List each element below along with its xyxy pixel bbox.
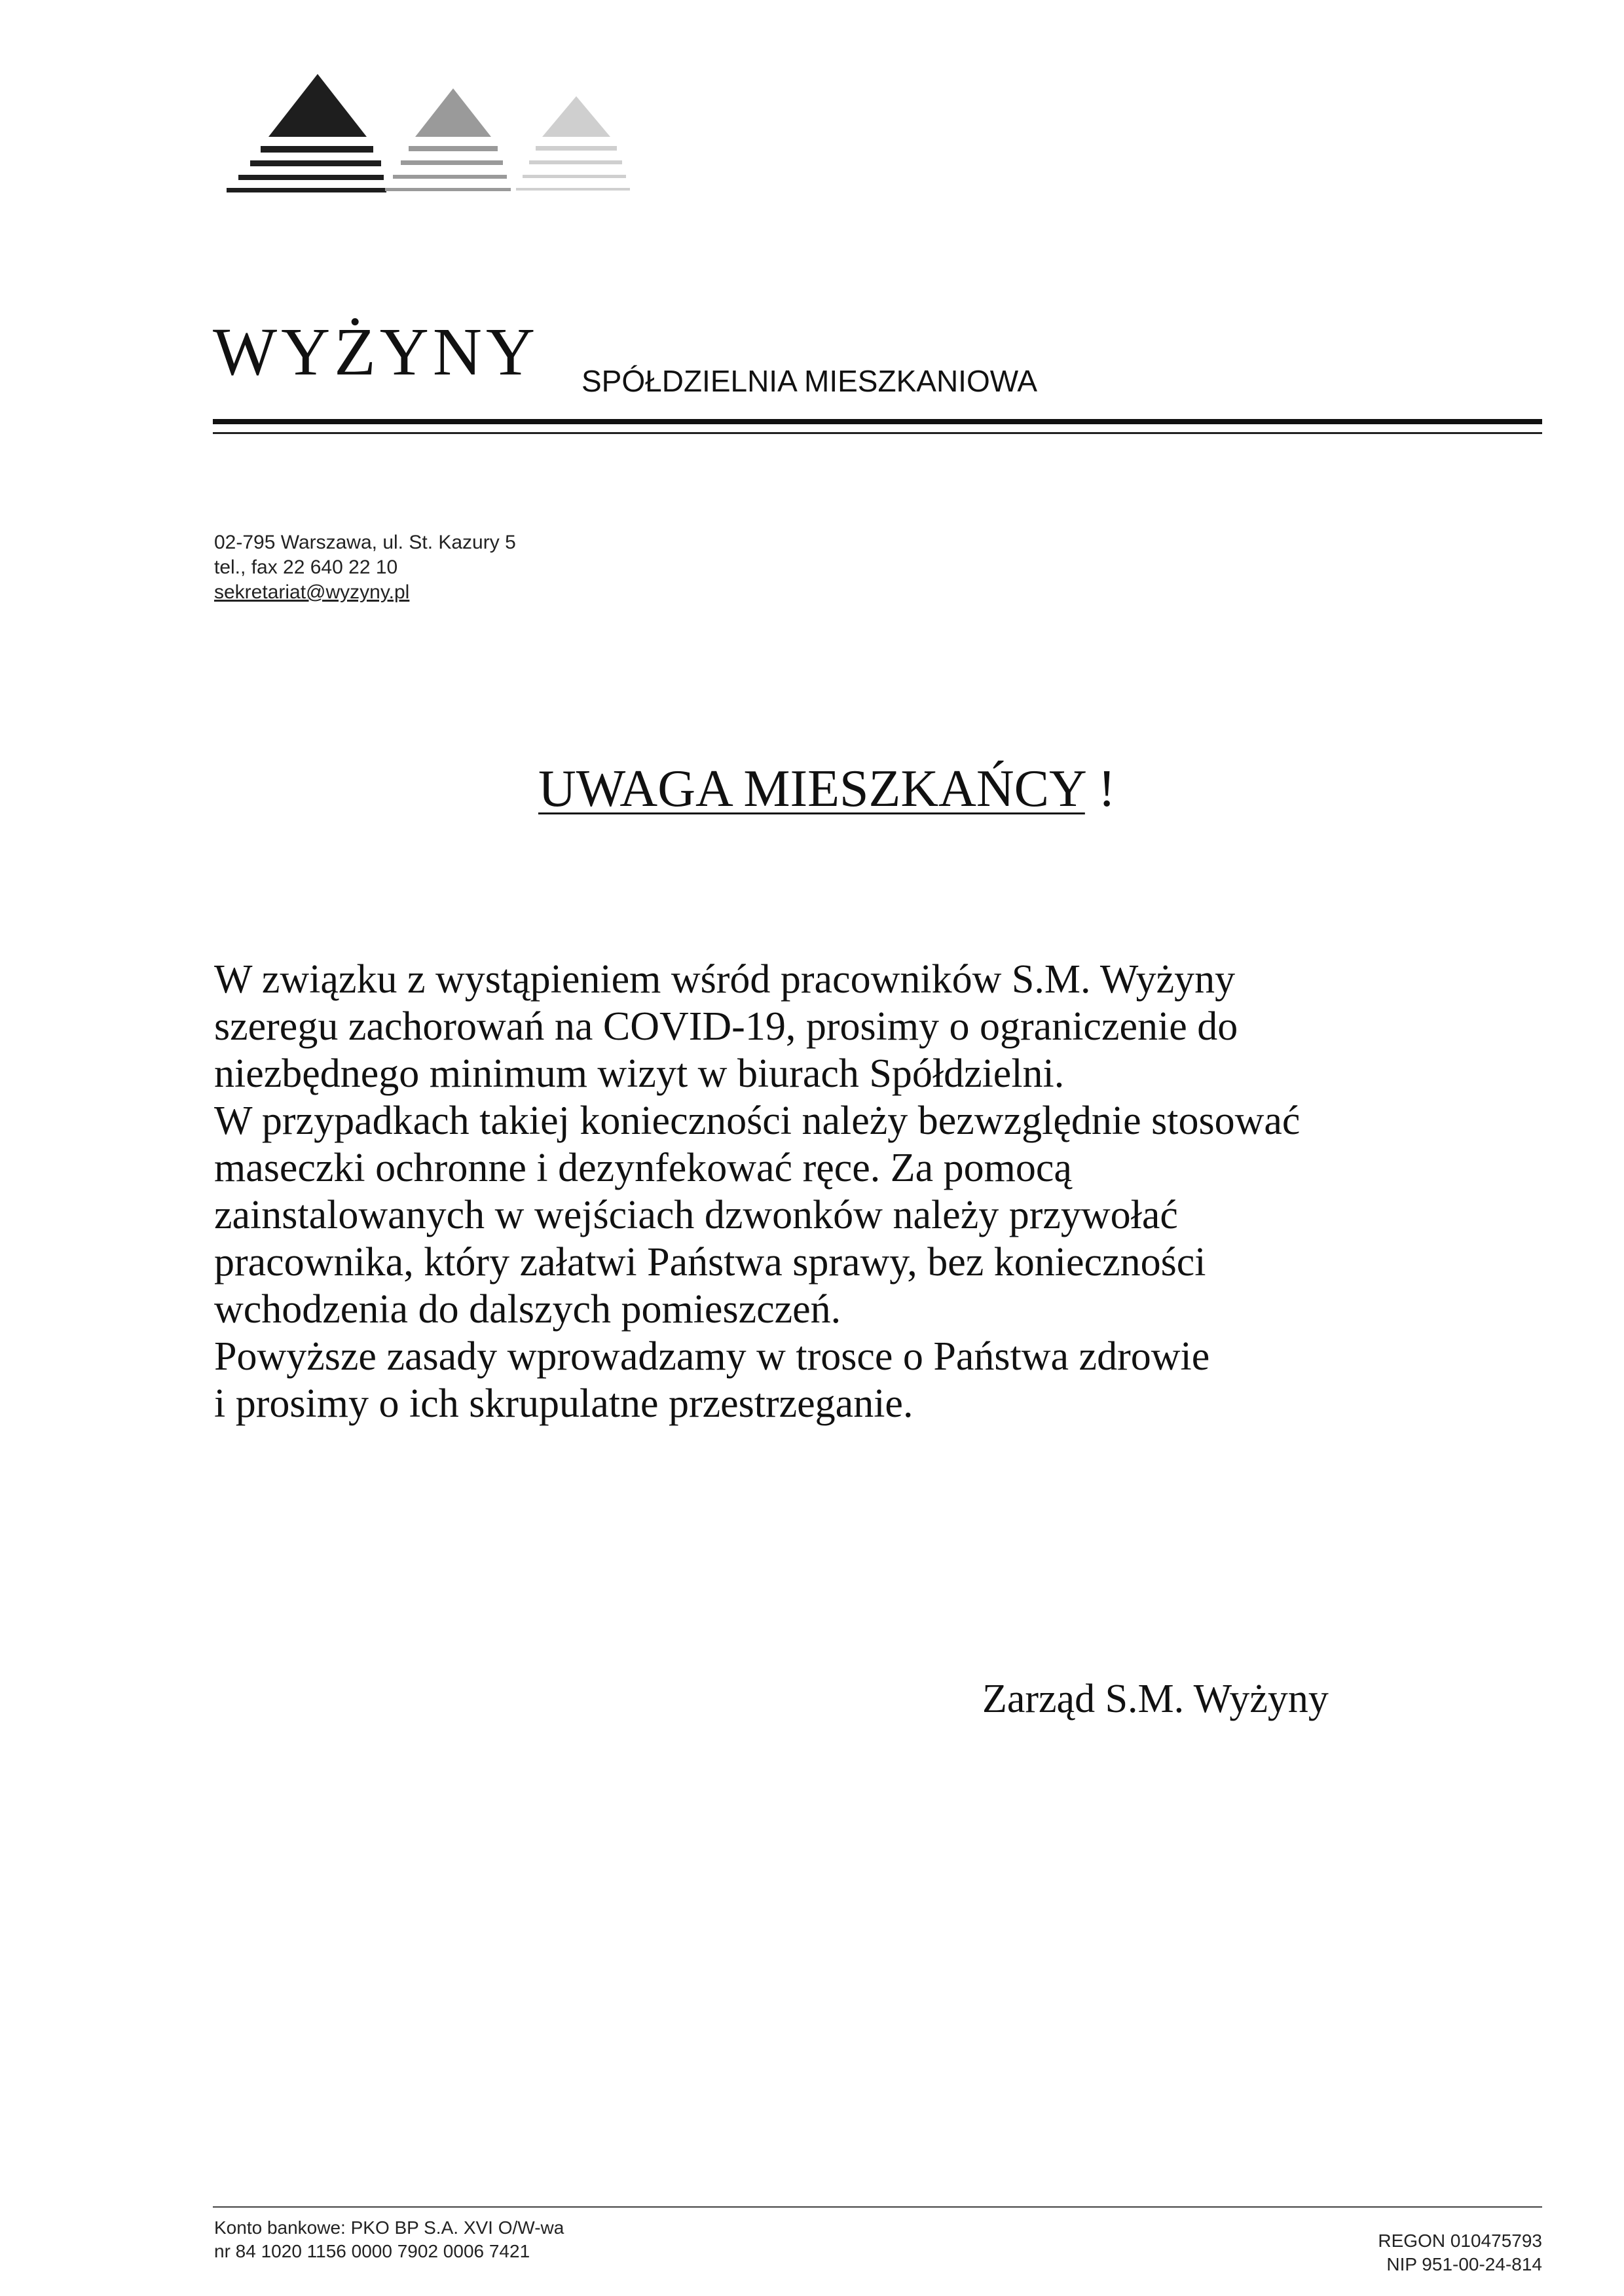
notice-line: i prosimy o ich skrupulatne przestrzeganie. [214,1381,913,1426]
notice-line: pracownika, który załatwi Państwa sprawy, bez konieczności [214,1240,1206,1285]
contact-block [214,530,516,605]
letterhead-rule-thin [213,432,1542,434]
notice-line: maseczki ochronne i dezynfekować ręce. Za pomocą [214,1146,1072,1190]
bank-label: Konto bankowe: PKO BP S.A. XVI O/W-wa [214,2217,564,2238]
address-line: 02-795 Warszawa, ul. St. Kazury 5 [214,532,516,553]
account-number: nr 84 1020 1156 0000 7902 0006 7421 [214,2241,530,2261]
footer-rule [213,2206,1542,2208]
notice-heading [538,759,1115,819]
notice-line: szeregu zachorowań na COVID-19, prosimy o ograniczenie do [214,1004,1238,1049]
brand-name: WYŻYNY [213,314,540,390]
footer-ids-block [1378,2229,1542,2276]
brand-subtitle: SPÓŁDZIELNIA MIESZKANIOWA [581,364,1038,398]
footer-bank-block [214,2216,564,2263]
notice-heading-mark: ! [1084,760,1116,818]
nip: NIP 951-00-24-814 [1386,2254,1542,2274]
notice-line: W przypadkach takiej konieczności należy bezwzględnie stosować [214,1099,1301,1143]
notice-heading-text: UWAGA MIESZKAŃCY [538,760,1085,818]
notice-line: wchodzenia do dalszych pomieszczeń. [214,1287,841,1332]
letterhead-rule-thick [213,419,1542,424]
notice-line: zainstalowanych w wejściach dzwonków należy przywołać [214,1193,1178,1237]
regon: REGON 010475793 [1378,2231,1542,2251]
notice-body [214,956,1576,1427]
notice-line: Powyższe zasady wprowadzamy w trosce o Państwa zdrowie [214,1334,1210,1379]
notice-line: W związku z wystąpieniem wśród pracowników S.M. Wyżyny [214,957,1236,1002]
phone-fax-line: tel., fax 22 640 22 10 [214,556,398,578]
notice-line: niezbędnego minimum wizyt w biurach Spółdzielni. [214,1051,1065,1096]
email-link[interactable]: sekretariat@wyzyny.pl [214,581,410,603]
signature: Zarząd S.M. Wyżyny [982,1677,1329,1721]
three-pyramids-logo [210,69,668,226]
